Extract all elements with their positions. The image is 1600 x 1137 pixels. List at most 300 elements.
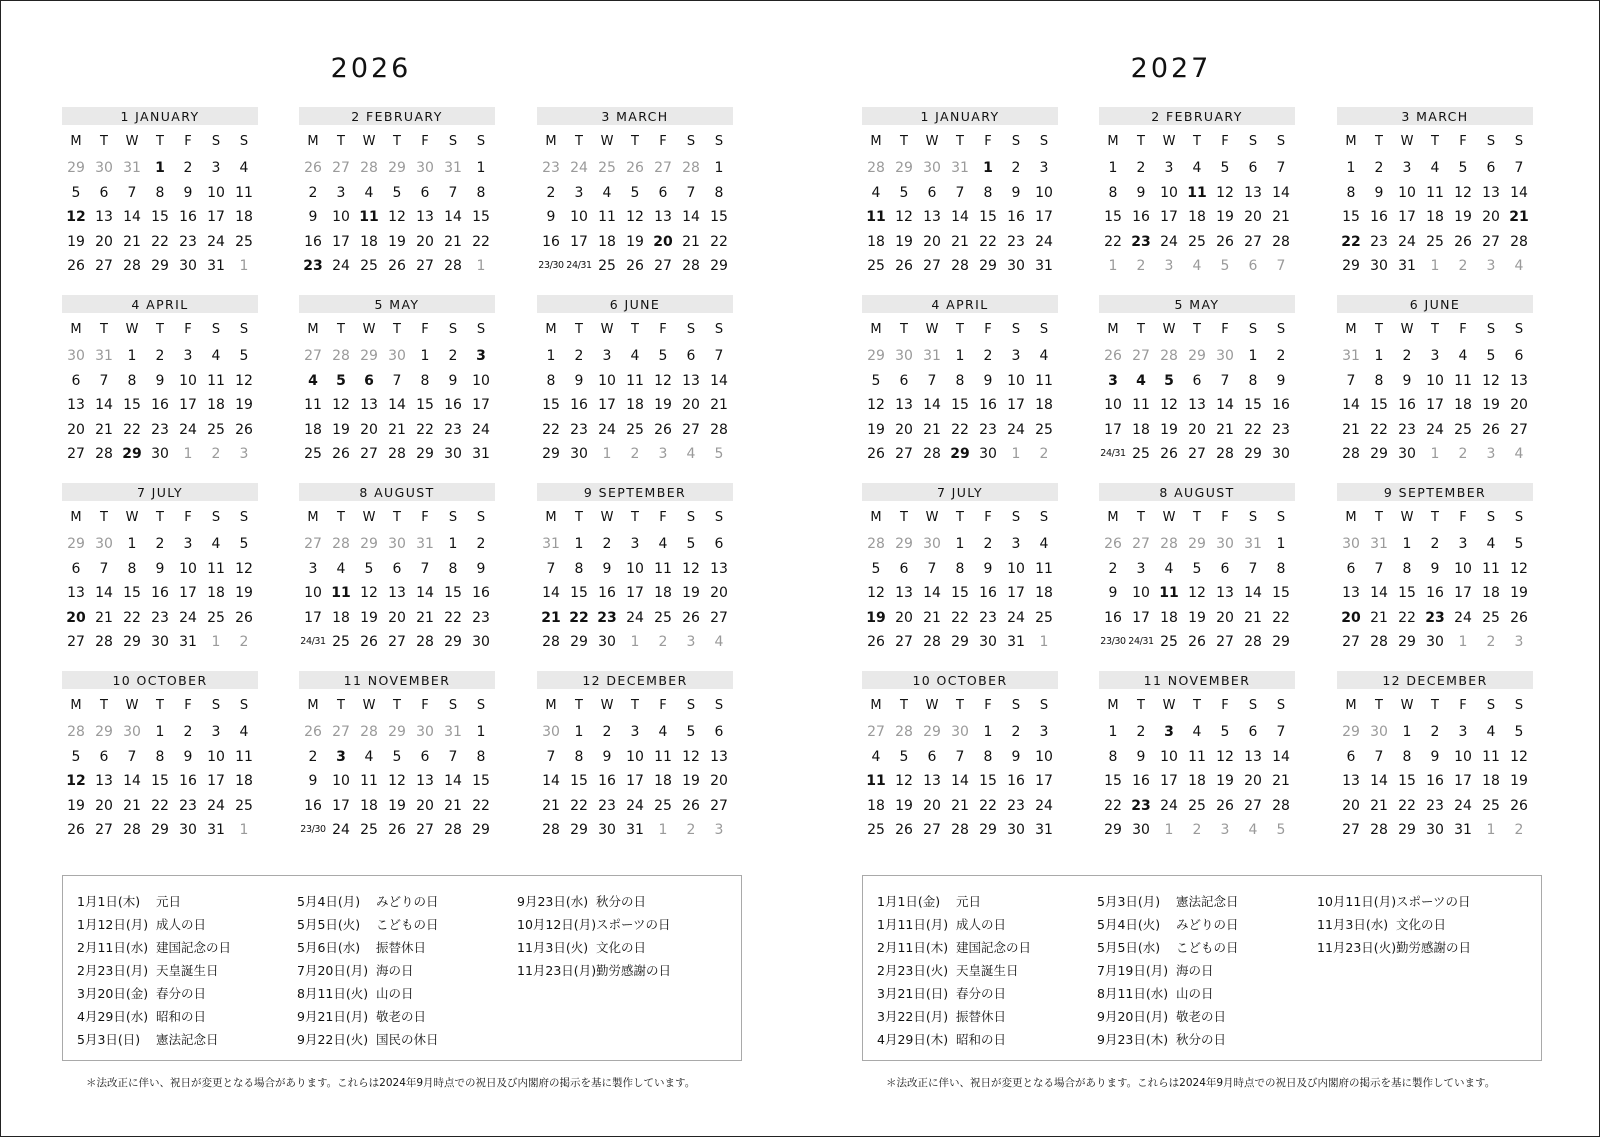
- day-cell: 13: [654, 209, 672, 225]
- month-block: [862, 671, 1058, 843]
- week-row: [62, 532, 258, 557]
- day-cell: 26: [304, 160, 322, 176]
- day-cell: 27: [895, 634, 913, 650]
- day-cell: 11: [304, 397, 322, 413]
- day-cell: 24: [626, 609, 644, 626]
- weekday-header: [862, 322, 1058, 344]
- day-cell: 15: [472, 773, 490, 789]
- holiday-item: [877, 913, 1107, 936]
- day-cell: 3: [574, 184, 584, 201]
- holiday-date: 5月4日(月): [297, 894, 361, 909]
- day-cell: 1: [955, 348, 965, 364]
- weekday-label: T: [337, 510, 345, 525]
- month-title: 4 APRIL: [862, 295, 1058, 313]
- day-cell: 30: [472, 634, 490, 650]
- weekday-label: T: [631, 134, 639, 149]
- month-title: 5 MAY: [1099, 295, 1295, 313]
- day-cell: 30: [1426, 634, 1444, 650]
- month-block: [1099, 483, 1295, 655]
- day-cell: 28: [1370, 822, 1388, 838]
- weekday-label: W: [1162, 134, 1176, 149]
- week-row: [537, 606, 733, 631]
- day-cell: 5: [630, 184, 640, 201]
- day-cell: 24: [1007, 609, 1025, 626]
- weekday-label: T: [156, 510, 164, 525]
- day-cell: 31: [1454, 822, 1472, 838]
- day-cell: 1: [1164, 822, 1174, 838]
- holiday-date: 3月21日(日): [877, 986, 949, 1001]
- holiday-day: 29: [122, 446, 142, 462]
- day-cell: 31: [1035, 822, 1053, 838]
- weekday-label: W: [1162, 510, 1176, 525]
- weekday-header: [1337, 134, 1533, 156]
- holiday-day: 20: [653, 233, 673, 250]
- holiday-item: [297, 1005, 527, 1028]
- month-title: 2 FEBRUARY: [1099, 107, 1295, 125]
- day-cell: 28: [923, 446, 941, 462]
- day-cell: 5: [714, 446, 724, 462]
- weekday-label: F: [984, 698, 992, 713]
- weekday-label: S: [1039, 134, 1049, 149]
- week-row: [1099, 205, 1295, 230]
- week-row: [62, 818, 258, 843]
- day-cell: 31: [626, 822, 644, 838]
- month-title: 8 AUGUST: [299, 483, 495, 501]
- day-cell: 30: [1132, 822, 1150, 838]
- day-cell: 18: [626, 397, 644, 413]
- weekday-label: M: [870, 510, 882, 525]
- day-cell: 29: [67, 160, 85, 176]
- day-cell: 8: [1276, 560, 1286, 577]
- day-cell: 27: [388, 634, 406, 650]
- weekday-label: M: [870, 322, 882, 337]
- day-cell: 17: [1132, 609, 1150, 626]
- day-cell: 4: [658, 724, 668, 740]
- weekday-label: M: [545, 510, 557, 525]
- day-cell: 1: [1108, 258, 1118, 274]
- day-cell: 28: [682, 258, 700, 274]
- weekday-label: M: [307, 322, 319, 337]
- day-cell: 30: [416, 160, 434, 176]
- day-cell: 6: [99, 184, 109, 201]
- holiday-list-box: [62, 875, 742, 1061]
- holiday-date: 5月3日(月): [1097, 894, 1161, 909]
- day-cell: 23: [151, 609, 169, 626]
- day-cell: 4: [1039, 348, 1049, 364]
- day-cell: 12: [895, 209, 913, 225]
- day-cell: 29: [151, 822, 169, 838]
- week-row: [62, 720, 258, 745]
- day-cell: 2: [602, 536, 612, 552]
- day-cell: 9: [1430, 748, 1440, 765]
- week-row: [862, 369, 1058, 394]
- day-cell: 13: [895, 397, 913, 413]
- day-cell: 28: [1244, 634, 1262, 650]
- day-cell: 15: [1398, 773, 1416, 789]
- holiday-date: 8月11日(水): [1097, 986, 1169, 1001]
- day-cell: 4: [1486, 536, 1496, 552]
- day-cell: 12: [1216, 184, 1234, 201]
- day-cell: 29: [923, 724, 941, 740]
- holiday-day: 5: [336, 372, 346, 389]
- day-cell: 12: [682, 560, 700, 577]
- week-row: [1337, 418, 1533, 443]
- day-cell: 23: [1272, 421, 1290, 438]
- day-cell: 18: [332, 609, 350, 626]
- week-row: [862, 818, 1058, 843]
- day-cell: 14: [1342, 397, 1360, 413]
- day-cell: 12: [654, 372, 672, 389]
- day-cell: 19: [1216, 209, 1234, 225]
- week-row: [862, 156, 1058, 181]
- day-cell: 21: [444, 233, 462, 250]
- holiday-day: 3: [1108, 372, 1118, 389]
- holiday-name: 敬老の日: [1176, 1009, 1227, 1024]
- weekday-label: W: [600, 134, 614, 149]
- day-cell: 20: [1482, 209, 1500, 225]
- day-cell: 29: [1398, 822, 1416, 838]
- day-cell: 19: [235, 585, 253, 601]
- holiday-item: [77, 982, 307, 1005]
- day-cell: 28: [416, 634, 434, 650]
- weekday-label: S: [1248, 698, 1258, 713]
- day-cell: 30: [598, 822, 616, 838]
- day-cell: 4: [1430, 160, 1440, 176]
- day-cell: 18: [1035, 585, 1053, 601]
- day-cell: 4: [658, 536, 668, 552]
- day-cell: 27: [1132, 536, 1150, 552]
- day-cell: 1: [476, 160, 486, 176]
- day-cell: 28: [444, 258, 462, 274]
- week-row: [1337, 720, 1533, 745]
- day-cell: 18: [1160, 609, 1178, 626]
- day-cell: 2: [183, 724, 193, 740]
- day-cell: 9: [1011, 748, 1021, 765]
- day-cell: 8: [1108, 748, 1118, 765]
- day-cell: 15: [416, 397, 434, 413]
- holiday-name: みどりの日: [376, 894, 439, 909]
- day-cell: 7: [392, 372, 402, 389]
- day-cell: 22: [570, 797, 588, 814]
- weekday-header: [537, 134, 733, 156]
- holiday-date: 10月12日(月): [517, 917, 597, 932]
- holiday-name: 憲法記念日: [156, 1032, 219, 1047]
- day-cell: 17: [472, 397, 490, 413]
- day-cell: 21: [95, 609, 113, 626]
- day-cell: 20: [923, 233, 941, 250]
- day-cell: 14: [123, 209, 141, 225]
- day-cell: 15: [1244, 397, 1262, 413]
- day-cell: 2: [1136, 160, 1146, 176]
- day-cell: 26: [1510, 609, 1528, 626]
- weekday-label: S: [686, 510, 696, 525]
- day-cell: 7: [546, 560, 556, 577]
- day-cell: 10: [1398, 184, 1416, 201]
- day-cell: 15: [542, 397, 560, 413]
- day-cell: 6: [714, 724, 724, 740]
- day-cell: 28: [1510, 233, 1528, 250]
- day-cell: 4: [1164, 560, 1174, 577]
- holiday-day: 6: [364, 372, 374, 389]
- day-cell: 1: [420, 348, 430, 364]
- week-row: [537, 418, 733, 443]
- day-cell: 29: [1398, 634, 1416, 650]
- day-cell: 17: [332, 233, 350, 250]
- day-cell: 29: [1188, 536, 1206, 552]
- day-cell: 6: [71, 372, 81, 389]
- month-title: 8 AUGUST: [1099, 483, 1295, 501]
- day-cell: 25: [654, 609, 672, 626]
- day-cell: 27: [360, 446, 378, 462]
- weekday-label: T: [956, 698, 964, 713]
- day-cell: 27: [67, 446, 85, 462]
- holiday-item: [517, 936, 747, 959]
- day-cell: 1: [1458, 634, 1468, 650]
- week-row: [62, 442, 258, 467]
- week-row: [299, 606, 495, 631]
- day-cell: 23: [1398, 421, 1416, 438]
- day-cell: 1: [1108, 160, 1118, 176]
- weekday-label: F: [1459, 510, 1467, 525]
- week-row: [62, 581, 258, 606]
- day-cell: 20: [682, 397, 700, 413]
- day-cell: 17: [179, 585, 197, 601]
- week-row: [537, 156, 733, 181]
- day-cell: 8: [155, 184, 165, 201]
- week-row: [62, 230, 258, 255]
- day-cell: 29: [360, 348, 378, 364]
- day-cell: 8: [448, 560, 458, 577]
- month-title: 12 DECEMBER: [537, 671, 733, 689]
- weekday-label: W: [125, 322, 139, 337]
- day-cell: 25: [1188, 233, 1206, 250]
- holiday-name: 天皇誕生日: [956, 963, 1019, 978]
- day-cell: 15: [1370, 397, 1388, 413]
- week-row: [862, 630, 1058, 655]
- day-cell: 7: [1346, 372, 1356, 389]
- day-cell: 28: [867, 160, 885, 176]
- holiday-item: [877, 936, 1107, 959]
- week-row: [1337, 818, 1533, 843]
- weekday-label: F: [1221, 134, 1229, 149]
- day-cell: 21: [542, 797, 560, 814]
- day-cell: 30: [1216, 348, 1234, 364]
- week-row: [62, 181, 258, 206]
- day-cell: 24: [1160, 233, 1178, 250]
- day-cell: 25: [1035, 421, 1053, 438]
- holiday-item: [1097, 913, 1327, 936]
- day-cell: 25: [867, 258, 885, 274]
- day-cell: 16: [979, 397, 997, 413]
- holiday-item: [1317, 936, 1547, 959]
- day-cell: 31: [207, 822, 225, 838]
- weekday-label: S: [448, 510, 458, 525]
- weekday-label: S: [448, 322, 458, 337]
- day-cell: 9: [574, 372, 584, 389]
- day-cell: 25: [235, 233, 253, 250]
- weekday-label: T: [393, 322, 401, 337]
- day-cell: 29: [867, 348, 885, 364]
- day-cell: 13: [95, 209, 113, 225]
- day-cell: 13: [1510, 372, 1528, 389]
- day-cell: 23: [1426, 797, 1444, 814]
- day-cell: 4: [1248, 822, 1258, 838]
- day-cell: 28: [542, 634, 560, 650]
- holiday-date: 11月23日(火): [1317, 940, 1397, 955]
- weekday-label: M: [70, 134, 82, 149]
- day-cell: 4: [1192, 724, 1202, 740]
- holiday-name: こどもの日: [1176, 940, 1239, 955]
- day-cell: 2: [1136, 724, 1146, 740]
- day-cell: 8: [476, 748, 486, 765]
- day-cell: 29: [1188, 348, 1206, 364]
- day-cell: 18: [1035, 397, 1053, 413]
- day-cell: 25: [1160, 634, 1178, 650]
- day-cell: 19: [332, 421, 350, 438]
- week-row: [299, 769, 495, 794]
- week-row: [862, 794, 1058, 819]
- day-cell: 23: [1370, 233, 1388, 250]
- day-cell: 3: [1458, 724, 1468, 740]
- day-cell: 5: [1514, 724, 1524, 740]
- holiday-date: 11月3日(水): [1317, 917, 1389, 932]
- day-cell: 4: [364, 748, 374, 765]
- day-cell: 21: [923, 609, 941, 626]
- month-block: [62, 107, 258, 279]
- weekday-label: M: [1345, 322, 1357, 337]
- week-row: [1099, 769, 1295, 794]
- weekday-label: M: [307, 134, 319, 149]
- weekday-label: M: [307, 698, 319, 713]
- day-cell: 12: [682, 748, 700, 765]
- weekday-label: T: [100, 698, 108, 713]
- day-cell: 28: [867, 536, 885, 552]
- holiday-item: [877, 982, 1107, 1005]
- day-cell: 30: [1342, 536, 1360, 552]
- day-cell: 26: [1482, 421, 1500, 438]
- day-cell: 6: [71, 560, 81, 577]
- day-cell: 24: [1160, 797, 1178, 814]
- day-cell: 6: [927, 184, 937, 201]
- day-cell: 16: [1370, 209, 1388, 225]
- day-cell: 20: [923, 797, 941, 814]
- day-cell: 20: [95, 797, 113, 814]
- day-cell: 29: [895, 536, 913, 552]
- week-row: [1099, 630, 1295, 655]
- day-cell: 3: [239, 446, 249, 462]
- day-cell: 13: [1342, 585, 1360, 601]
- day-cell: 6: [99, 748, 109, 765]
- day-cell: 7: [1514, 160, 1524, 176]
- day-cell: 16: [1132, 209, 1150, 225]
- weekday-label: F: [659, 698, 667, 713]
- day-cell: 1: [476, 258, 486, 274]
- day-cell: 14: [416, 585, 434, 601]
- day-cell: 18: [598, 233, 616, 250]
- day-cell: 10: [626, 560, 644, 577]
- day-cell: 17: [1454, 585, 1472, 601]
- holiday-day: 19: [866, 609, 886, 626]
- holiday-day: 3: [476, 348, 486, 364]
- day-cell: 10: [1454, 748, 1472, 765]
- day-cell: 16: [179, 209, 197, 225]
- day-cell: 3: [658, 446, 668, 462]
- day-cell: 11: [1035, 372, 1053, 389]
- month-title: 11 NOVEMBER: [299, 671, 495, 689]
- day-cell: 6: [392, 560, 402, 577]
- day-cell: 1: [183, 446, 193, 462]
- day-cell: 21: [1244, 609, 1262, 626]
- year-2026-panel: [1, 1, 781, 1136]
- day-cell: 15: [1272, 585, 1290, 601]
- day-cell: 13: [95, 773, 113, 789]
- week-row: [1337, 205, 1533, 230]
- week-row: [537, 745, 733, 770]
- day-cell: 6: [420, 184, 430, 201]
- holiday-day: 12: [66, 209, 86, 225]
- day-cell: 5: [1220, 724, 1230, 740]
- day-cell: 8: [1402, 560, 1412, 577]
- holiday-day: 20: [66, 609, 86, 626]
- day-cell: 16: [1272, 397, 1290, 413]
- day-cell: 28: [951, 258, 969, 274]
- day-cell: 14: [1244, 585, 1262, 601]
- day-cell: 22: [1272, 609, 1290, 626]
- week-row: [862, 205, 1058, 230]
- day-cell: 9: [155, 372, 165, 389]
- day-cell: 10: [1426, 372, 1444, 389]
- day-cell: 1: [211, 634, 221, 650]
- day-cell: 3: [211, 160, 221, 176]
- holiday-name: スポーツの日: [1396, 894, 1471, 909]
- day-cell: 5: [239, 348, 249, 364]
- weekday-label: F: [1221, 698, 1229, 713]
- month-block: [299, 671, 495, 843]
- day-cell: 5: [1192, 560, 1202, 577]
- day-cell: 23: [1007, 233, 1025, 250]
- day-cell: 10: [332, 773, 350, 789]
- holiday-item: [1097, 890, 1327, 913]
- day-cell: 9: [1108, 585, 1118, 601]
- weekday-label: W: [1162, 698, 1176, 713]
- day-cell: 29: [1342, 724, 1360, 740]
- weekday-label: T: [575, 698, 583, 713]
- day-cell: 17: [1104, 421, 1122, 438]
- day-cell: 22: [979, 797, 997, 814]
- day-cell: 29: [1244, 446, 1262, 462]
- day-cell: 26: [895, 822, 913, 838]
- holiday-name: 昭和の日: [156, 1009, 207, 1024]
- day-cell: 26: [67, 822, 85, 838]
- weekday-label: S: [1011, 322, 1021, 337]
- day-cell: 22: [472, 797, 490, 814]
- weekday-label: S: [686, 322, 696, 337]
- weekday-label: T: [1193, 134, 1201, 149]
- day-cell: 12: [1454, 184, 1472, 201]
- holiday-item: [517, 890, 747, 913]
- day-cell: 13: [923, 209, 941, 225]
- week-row: [1099, 818, 1295, 843]
- day-cell: 19: [388, 233, 406, 250]
- day-cell: 4: [239, 724, 249, 740]
- holiday-item: [877, 1028, 1107, 1051]
- day-cell: 9: [1136, 748, 1146, 765]
- weekday-label: S: [714, 698, 724, 713]
- day-cell: 2: [1402, 348, 1412, 364]
- weekday-label: T: [337, 322, 345, 337]
- day-cell: 3: [1164, 160, 1174, 176]
- day-cell: 8: [127, 372, 137, 389]
